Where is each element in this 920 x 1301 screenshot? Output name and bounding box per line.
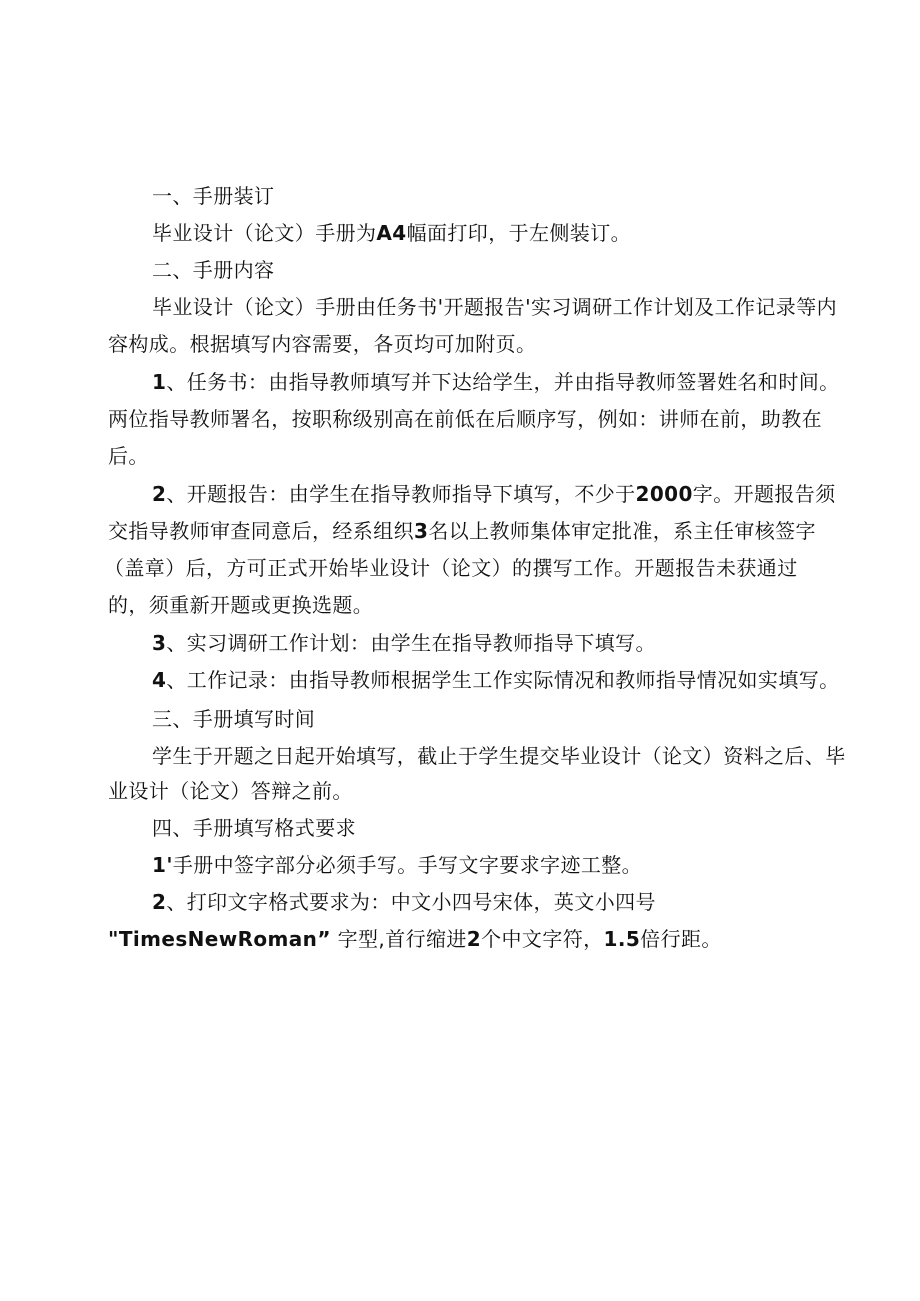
bold-run: 3 xyxy=(414,519,429,543)
text-run: 名以上教师集体审定批准，系主任审核签字 xyxy=(428,519,816,543)
section-heading-format xyxy=(152,814,356,842)
item-4 xyxy=(152,666,840,694)
text-run: 容构成。根据填写内容需要，各页均可加附页。 xyxy=(108,332,537,356)
text-run: 个中文字符， xyxy=(481,927,604,951)
section-heading-fill-time xyxy=(152,705,315,733)
paragraph-fill-time-line1 xyxy=(152,742,846,770)
bold-run: A4 xyxy=(376,221,407,245)
section-heading-binding xyxy=(152,182,274,210)
section-heading-contents xyxy=(152,256,274,284)
text-run: 、开题报告：由学生在指导教师指导下填写，不少于 xyxy=(166,482,636,506)
text-run: 、实习调研工作计划：由学生在指导教师指导下填写。 xyxy=(166,631,656,655)
text-run: 业设计（论文）答辩之前。 xyxy=(108,779,353,803)
item-2-line2 xyxy=(108,517,816,545)
text-run: （盖章）后，方可正式开始毕业设计（论文）的撰写工作。开题报告未获通过 xyxy=(104,556,798,580)
paragraph-binding xyxy=(152,219,631,247)
item-number: 4 xyxy=(152,668,167,692)
heading-text: 四、手册填写格式要求 xyxy=(152,816,356,840)
text-run: 交指导教师审查同意后，经系组织 xyxy=(108,519,414,543)
bold-run: 2 xyxy=(466,927,482,951)
item-1-line2 xyxy=(108,405,822,433)
item-number: 2 xyxy=(152,890,167,914)
item-2-line3 xyxy=(104,554,798,582)
format-item-1 xyxy=(152,851,642,879)
heading-text: 二、手册内容 xyxy=(152,258,275,282)
text-run: 、工作记录：由指导教师根据学生工作实际情况和教师指导情况如实填写。 xyxy=(166,668,840,692)
text-run: 字。开题报告须 xyxy=(692,482,836,506)
heading-text: 一、手册装订 xyxy=(152,184,275,208)
text-run: 毕业设计（论文）手册由任务书'开题报告'实习调研工作计划及工作记录等内 xyxy=(152,295,837,319)
text-run: 的，须重新开题或更换选题。 xyxy=(108,593,374,617)
item-2-line4 xyxy=(108,591,373,619)
text-run: 、打印文字格式要求为：中文小四号宋体，英文小四号 xyxy=(166,890,656,914)
text-run: 两位指导教师署名，按职称级别高在前低在后顺序写，例如：讲师在前，助教在 xyxy=(108,407,822,431)
item-number: 1 xyxy=(152,370,167,394)
text-run: 幅面打印，于左侧装订。 xyxy=(406,221,632,245)
paragraph-contents-line1 xyxy=(152,293,837,321)
text-run: 手册中签字部分必须手写。手写文字要求字迹工整。 xyxy=(172,853,643,877)
bold-run: 1.5 xyxy=(603,927,641,951)
format-item-2-line2 xyxy=(108,925,722,953)
item-number: 3 xyxy=(152,631,167,655)
text-run: 学生于开题之日起开始填写，截止于学生提交毕业设计（论文）资料之后、毕 xyxy=(152,744,846,768)
text-run: 、任务书：由指导教师填写并下达给学生，并由指导教师签署姓名和时间。 xyxy=(166,370,840,394)
text-run: 后。 xyxy=(108,444,149,468)
item-2-line1 xyxy=(152,480,836,508)
text-run: 毕业设计（论文）手册为 xyxy=(152,221,377,245)
heading-text: 三、手册填写时间 xyxy=(152,707,316,731)
item-number: 2 xyxy=(152,482,167,506)
item-number: 1' xyxy=(152,853,173,877)
item-1-line1 xyxy=(152,368,840,396)
item-3 xyxy=(152,629,656,657)
text-run: 倍行距。 xyxy=(640,927,722,951)
format-item-2-line1 xyxy=(152,888,656,916)
paragraph-fill-time-line2 xyxy=(108,777,353,805)
item-1-line3 xyxy=(108,442,149,470)
bold-run: "TimesNewRoman” xyxy=(108,927,331,951)
text-run: 字型,首行缩进 xyxy=(330,927,467,951)
bold-run: 2000 xyxy=(635,482,693,506)
paragraph-contents-line2 xyxy=(108,330,536,358)
